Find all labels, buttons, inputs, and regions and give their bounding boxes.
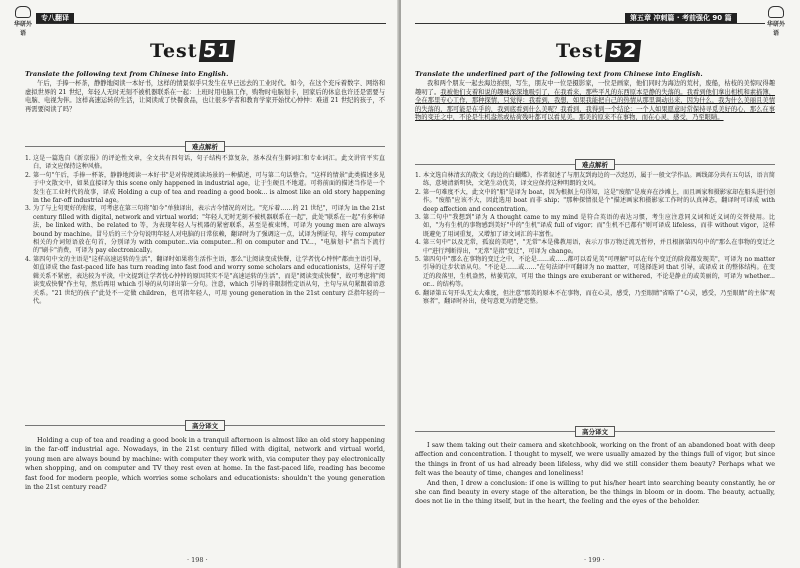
translation-section-bar (415, 426, 775, 436)
translation-heading: 高分译文 (575, 426, 615, 437)
note-item: 3. 第二句中"我想到"译为 A thought came to my mind 是符合英语的表达习惯，考生应注意同义词和近义词的交替使用。比如，"为有生机的事物感到美好"中的"生机"译成 full of vigor；而"生机不已都有"则可译成 lifeless，而非 without vigor，这样既避免了用词重复，又增加了译文词汇的丰富性。 (415, 214, 775, 238)
notes-heading: 难点解析 (185, 141, 225, 152)
logo-icon (768, 6, 784, 18)
note-item: 1. 这是一篇选自《新京报》的评论性文章，全文共有四句话，句子结构不算复杂，基本没有生僻词汇和专业词汇。此文讲官平实直白，译文应保持这种风格。 (25, 155, 385, 171)
right-page (401, 0, 800, 568)
instruction: Translate the underlined part of the following text from Chinese into English. (415, 70, 703, 78)
note-item: 2. 第一句难度不大，此文中的"船"是译为 boat，因为根据上句得知，这是"废船"是废弃在沙滩上，而且画家和摄影家却在船头进行创作。"废船"应该不大，因此选用 boat 而非 ship；"那种探情很是个"描述画家和摄影家工作时的认真神态，翻译时可译成 with deep affection and concentration。 (415, 188, 775, 213)
notes-list (415, 172, 775, 307)
publisher-logo: 华研外语 (12, 6, 34, 37)
test-title: Test 52 (556, 40, 640, 62)
note-item: 4. 第四句中文的主语是"这样高速运转的生活"，翻译时如果将生活作主语，那么"让阅读变成快餐，让学者忧心忡忡"都由主语引导，如直译成 the fast-paced life has turn reading into fast food and worry some scholars and educationists，这样句子逻辑关系不紧密，表达较为平淡，中文提到让学者忧心忡忡的原因其实不是"高速运转的生活"，而是"阅读变成快餐"，故可考虑将"阅读变成快餐"作主句，然后再用 which 引导的从句译出第一分句。注意，which 引导的非限制性定语从句，主句与从句紧跟着语意关系。"21 世纪的孩子"此处不一定做 children，也可指年轻人，可用 young generation in the 21st century 泛指年轻的一代。 (25, 255, 385, 305)
note-item: 2. 第一句"午后，手捧一杯茶，静静地阅读一本好书"是对传统阅读场景的一种描述，可与第二句话整合。"这样的情景"此类描述多见于中文散文中，如果直接译为 this scene only happened in industrial age，让于生硬且不地道。可将前面的描述当作是一个发生在工业时代的故事，译成 Holding a cup of tea and reading a good book... is almost like an old story happening in the far-off industrial age。 (25, 171, 385, 205)
translation-paragraph: I saw them taking out their camera and sketchbook, working on the front of an abandoned boat with deep affection and concentration. I thought to myself, we were usually amazed by the things full of vigor, but since the things in front of us had already been lifeless, why did we still consider them beauty? Perhaps what we felt was the beauty of time, changes and loneliness! (415, 441, 775, 478)
page-number: · 198 · (187, 556, 208, 564)
translation-paragraph: And then, I drew a conclusion: if one is willing to put his/her heart into searching beauty constantly, he or she can find beauty in every stage of the alteration, be the things in bloom or in doom. The beauty, actually, does not lie in the thing itself, but in the heart, the feeling and the eyes of the beholder. (415, 478, 775, 506)
page-number: · 199 · (584, 556, 605, 564)
header-tag: 第五章 冲刺篇 · 考前强化 90 篇 (625, 13, 737, 23)
note-item: 6. 翻译第五句开头无太大难度，但注意"那美的原本不在事物，而在心灵，感受，乃至眼睛"省略了"心灵，感受，乃至眼睛"的主体"观察者"，翻译时补出，使句意更为清楚完整。 (415, 289, 775, 306)
notes-section-bar (25, 141, 385, 151)
note-item: 5. 第四句中"那么在事物的变迁之中，不论是……或……都可以看见美"可理解"可以在每个变迁的阶段都发现美"，可译为 no matter 引导的让步状语从句。"不论是……或……"在句法译中可翻译为 no matter，可选择连词 that 引导，或译成 it 的整体结构。在变迁的段落里，生机盎然，枯萎荒凉，可用 the things are exuberant or withered，不论是静止的或美丽的，可译为 whether... or... 的结构等。 (415, 256, 775, 289)
source-paragraph: 午后，手捧一杯茶，静静地阅读一本好书，这样的情景似乎只发生在早已远去的工业时代。如今，在这个充斥着数字、网络和虚拟世界的 21 世纪，年轻人无时无刻不被机器联系在一起：上班时用电脑工作，购物时电脑划卡，回家后的休息也许还是需要与电脑、电视为伴。这样高速运转的生活，让阅读成了快餐食品，也让很多学者和教育学家开始忧心忡忡：难道 21 世纪的孩子，不再需要阅读了吗？ (25, 80, 385, 113)
test-title: Test 51 (150, 40, 234, 62)
note-item: 4. 第三句中"以及无常，孤寂的美吧"，"无常"本是佛教用语，表示万事万物迁流无暂停，并且根据第四句中的"那么在事物的变迁之中"进行判断得出，"无常"是指"变迁"，可译为 change。 (415, 239, 775, 255)
notes-list (25, 155, 385, 306)
translation-text (25, 436, 385, 492)
header-rule (36, 23, 386, 24)
source-paragraph: 我和两个朋友一起去海边拍照，写生，朋友中一位是摄影家，一位是画家，他们同时为海边的荒村，废船，枯枝的美惊叹得趣趣叨了。我被他们支着和说的趣味深深地吸引了，在我看来，那些平凡的东西原本是静的失落的。我看到他们拿出相机和素描簿，全在那里专心工作，那种探情，只觉得：我看到，我想，如果我能把自己的热情从那里调动出来，因为什么，我为什么美丽且美情的失落的，那可能是在乎的，我到底看到什么美呢？我看到，我得到一个结论：一个人如果愿意时常保持寻觅美好的心，那么在事物的变迁之中，不论是生机盎然或枯荷残叶都可以看见美。那美的原来不在事物，而在心灵，感受，乃至眼睛。 (415, 80, 776, 122)
underlined-passage: 我被他们支着和说的趣味深深地吸引了，在我看来，那些平凡的东西原本是静的失落的。我看到他们拿出相机和素描簿，全在那里专心工作，那种探情，只觉得：我看到，我想，如果我能把自己的热情从那里调动出来，因为什么，我为什么美丽且美情的失落的，那可能是在乎的，我到底看到什么美呢？ (415, 88, 776, 113)
notes-heading: 难点解析 (575, 159, 615, 170)
header-tag: 专八翻译 (36, 13, 74, 23)
left-page (0, 0, 399, 568)
test-number: 51 (198, 40, 235, 62)
test-number: 52 (604, 40, 641, 62)
translation-text (415, 441, 775, 507)
source-text (415, 80, 775, 123)
translation-paragraph: Holding a cup of tea and reading a good book in a tranquil afternoon is almost like an old story happening in the far-off industrial age. Nowadays, in the 21st century filled with digital, network and virtual world, young men are always bound by machine: with computer they work with, via computer they pay electronically when shopping, and on computer and TV they rest even at home. In the fast-paced life, reading has become fast food for modern people, which worries some scholars and educationists: shouldn't the young generation in the 21st century read? (25, 436, 385, 492)
header-rule (415, 23, 765, 24)
translation-heading: 高分译文 (185, 420, 225, 431)
notes-section-bar (415, 159, 775, 169)
note-item: 1. 本文选自林清玄的散文《海边的白蝴蝶》，作者叙述了与朋友到海边的一次经历，属于一般文学作品。画线部分共有五句话，语言简练，意境清新明快，文笔生动优美，译文应保持这种明朗的文风。 (415, 172, 775, 188)
underlined-conclusion: 我看到，我得到一个结论：一个人如果愿意时常保持寻觅美好的心，那么在事物的变迁之中，不论是生机盎然或枯荷残叶都可以看见美。那美的原来不在事物，而在心灵，感受，乃至眼睛。 (415, 105, 776, 122)
logo-icon (15, 6, 31, 18)
note-item: 3. 为了与上句更好的衔接，可考虑在第三句将"如今"单独译出，表示古今情况的对比。"充斥着……的 21 世纪"，可译为 in the 21st century filled with digital, network and virtual world；"年轻人无时无刻不被机器联系在一起"，此处"联系在一起"有多种译法，be linked with、be related to 等，为表现年轻人与机器的紧密联系，甚至是被束缚，可译为 young men are always bound by machine。冒号后的三个分句说明年轻人对电脑的日常依赖，翻译时为了强调这一点，试译为例证句，将与 computer 相关的介词短语放在句首，分别译为 with computer...via computer...和 on computer and TV...，"电脑划卡"指当下流行的"刷卡"消费，可译为 pay electronically。 (25, 205, 385, 255)
publisher-logo: 华研外语 (765, 6, 787, 37)
instruction: Translate the following text from Chinese into English. (25, 70, 229, 78)
translation-section-bar (25, 420, 385, 430)
source-text (25, 80, 385, 114)
